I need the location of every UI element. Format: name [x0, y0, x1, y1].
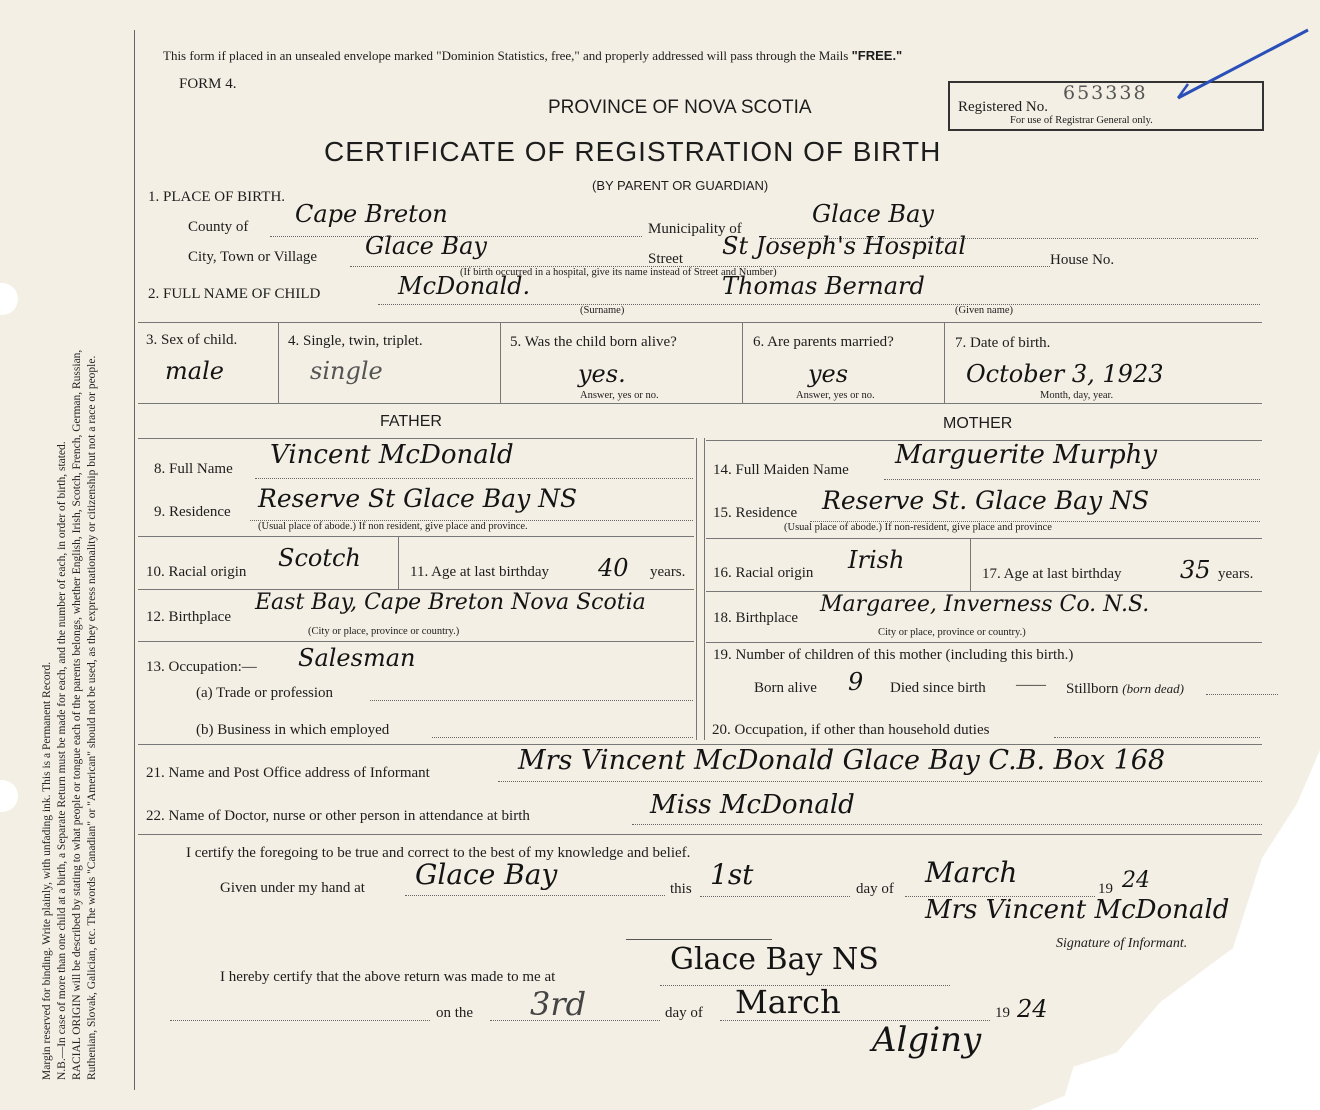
binding-margin-rule [134, 30, 135, 1090]
on-the-label: on the [436, 1005, 474, 1021]
province-heading: PROVINCE OF NOVA SCOTIA [548, 97, 812, 118]
mother-name-line [884, 479, 1260, 480]
parents-married-label: 6. Are parents married? [753, 334, 894, 350]
mother-rule-1 [706, 538, 1262, 539]
reg-day-of-label: day of [665, 1005, 703, 1021]
margin-instructions [40, 30, 132, 1080]
father-birthplace-caption: (City or place, province or country.) [308, 626, 460, 637]
father-birthplace-label: 12. Birthplace [146, 609, 231, 625]
registrar-lead-line [170, 1020, 430, 1021]
given-under-label: Given under my hand at [220, 880, 365, 896]
parents-married-value: yes [808, 360, 849, 388]
mother-children-label: 19. Number of children of this mother (including this birth.) [713, 647, 1074, 663]
punch-hole-bottom [0, 780, 18, 812]
rule-before-certify [138, 834, 1262, 835]
registrar-note: For use of Registrar General only. [1010, 115, 1153, 126]
father-occupation-label: 13. Occupation:— [146, 659, 257, 675]
cell-divider-3 [742, 323, 743, 403]
father-age-years: years. [650, 564, 686, 580]
street-value: St Joseph's Hospital [722, 232, 967, 260]
house-number-label: House No. [1050, 252, 1115, 268]
county-label: County of [188, 219, 249, 235]
sex-value: male [165, 357, 224, 385]
mother-born-alive-label: Born alive [754, 680, 817, 696]
father-trade-line [370, 700, 693, 701]
mother-died-label: Died since birth [890, 680, 986, 696]
signature-caption: Signature of Informant. [1056, 936, 1188, 951]
born-alive-caption: Answer, yes or no. [580, 390, 659, 401]
father-rule-1 [138, 536, 694, 537]
father-business-line [432, 737, 693, 738]
father-mother-divider-right [704, 438, 705, 740]
dob-label: 7. Date of birth. [955, 335, 1051, 351]
registered-number: 653338 [1063, 82, 1148, 104]
mother-racial-value: Irish [848, 546, 905, 574]
blue-check-mark [1170, 28, 1310, 103]
child-given-name: Thomas Bernard [722, 272, 925, 300]
child-name-label: 2. FULL NAME OF CHILD [148, 286, 321, 302]
mother-age-label: 17. Age at last birthday [982, 566, 1122, 582]
mother-birthplace-value: Margaree, Inverness Co. N.S. [820, 592, 1150, 617]
county-value: Cape Breton [295, 200, 448, 228]
father-mother-divider-left [696, 438, 697, 740]
certify-text: I certify the foregoing to be true and correct to the best of my knowledge and belief. [186, 845, 691, 861]
reg-day-value: 3rd [530, 985, 587, 1023]
margin-line-1: Margin reserved for binding. Write plainly, with unfading ink. This is a Permanent Record. [41, 661, 53, 1080]
plurality-label: 4. Single, twin, triplet. [288, 333, 423, 349]
city-value: Glace Bay [365, 232, 487, 260]
mother-age-value: 35 [1180, 556, 1211, 584]
father-racial-label: 10. Racial origin [146, 564, 247, 580]
page-title: CERTIFICATE OF REGISTRATION OF BIRTH [324, 136, 942, 167]
reg-year-value: 24 [1017, 995, 1048, 1023]
doctor-value: Miss McDonald [650, 790, 855, 820]
mail-free-text: "FREE." [851, 48, 903, 63]
child-surname: McDonald. [398, 272, 531, 300]
mother-residence-value: Reserve St. Glace Bay NS [822, 486, 1150, 515]
father-racial-divider [398, 537, 399, 589]
short-divider [626, 939, 772, 940]
rule-after-row3 [138, 403, 1262, 404]
mail-notice [163, 48, 902, 64]
informant-signature: Mrs Vincent McDonald [925, 895, 1230, 925]
registered-label: Registered No. [958, 99, 1048, 115]
this-label: this [670, 881, 692, 897]
year-value: 24 [1122, 868, 1150, 893]
father-trade-label: (a) Trade or profession [196, 685, 334, 701]
margin-line-2: N.B.—In case of more than one child at a birth, a Separate Return must be made for each, and the number of each, in order of birth, stated. [56, 441, 68, 1080]
mother-heading: MOTHER [943, 415, 1013, 432]
given-place-line [405, 895, 665, 896]
year-prefix: 19 [1098, 881, 1113, 897]
father-residence-caption: (Usual place of abode.) If non resident, give place and province. [258, 521, 528, 532]
municipality-label: Municipality of [648, 221, 742, 237]
mother-racial-label: 16. Racial origin [713, 565, 814, 581]
stillborn-line [1206, 694, 1278, 695]
day-value: 1st [710, 858, 754, 891]
given-place-value: Glace Bay [415, 858, 558, 891]
punch-hole-top [0, 283, 18, 315]
month-value: March [925, 856, 1018, 889]
mother-name-label: 14. Full Maiden Name [713, 462, 849, 478]
father-age-value: 40 [598, 554, 629, 582]
father-heading-rule [138, 438, 694, 439]
father-birthplace-value: East Bay, Cape Breton Nova Scotia [255, 590, 646, 615]
place-of-birth-heading: 1. PLACE OF BIRTH. [148, 189, 286, 205]
plurality-value: single [310, 357, 383, 385]
father-racial-value: Scotch [278, 544, 361, 572]
father-occupation-value: Salesman [298, 644, 416, 672]
mother-rule-3 [706, 642, 1262, 643]
margin-line-3: RACIAL ORIGIN will be described by stating to what people or tongue each of the parents belongs, whether English, Irish, Scotch, French, German, Russian, [71, 349, 83, 1080]
informant-line [498, 781, 1262, 782]
doctor-label: 22. Name of Doctor, nurse or other person in attendance at birth [146, 808, 530, 824]
father-name-line [255, 478, 693, 479]
mail-notice-text: This form if placed in an unsealed envelope marked "Dominion Statistics, free," and properly addressed will pass through the Mails [163, 48, 849, 63]
reg-year-prefix: 19 [995, 1005, 1010, 1021]
sex-label: 3. Sex of child. [146, 332, 238, 348]
father-name-value: Vincent McDonald [270, 440, 514, 470]
hospital-note: (If birth occurred in a hospital, give its name instead of Street and Number) [460, 267, 777, 278]
dob-caption: Month, day, year. [1040, 390, 1114, 401]
mother-birthplace-label: 18. Birthplace [713, 610, 798, 626]
father-age-label: 11. Age at last birthday [410, 564, 549, 580]
cell-divider-1 [278, 323, 279, 403]
informant-label: 21. Name and Post Office address of Informant [146, 765, 430, 781]
child-name-line [378, 304, 1260, 305]
reg-day-line [490, 1020, 660, 1021]
mother-racial-divider [970, 539, 971, 591]
stillborn-note: (born dead) [1122, 681, 1185, 696]
father-heading: FATHER [380, 413, 442, 430]
born-alive-value: yes. [578, 360, 626, 388]
day-of-label: day of [856, 881, 894, 897]
informant-value: Mrs Vincent McDonald Glace Bay C.B. Box 168 [518, 745, 1166, 776]
city-label: City, Town or Village [188, 249, 318, 265]
father-name-label: 8. Full Name [154, 461, 233, 477]
given-name-caption: (Given name) [955, 305, 1014, 316]
born-alive-label: 5. Was the child born alive? [510, 334, 677, 350]
mother-birthplace-caption: City or place, province or country.) [878, 627, 1026, 638]
cell-divider-4 [944, 323, 945, 403]
parents-married-caption: Answer, yes or no. [796, 390, 875, 401]
mother-stillborn-label [1066, 681, 1184, 698]
registrar-place: Glace Bay NS [670, 942, 879, 977]
day-line [700, 896, 850, 897]
surname-caption: (Surname) [580, 305, 625, 316]
doctor-line [632, 824, 1262, 825]
page-subtitle: (BY PARENT OR GUARDIAN) [592, 178, 769, 193]
mother-occupation-line [1054, 737, 1260, 738]
mother-born-alive-value: 9 [848, 668, 864, 696]
mother-died-value: —— [1016, 677, 1046, 693]
stillborn-label-text: Stillborn [1066, 681, 1119, 697]
father-rule-3 [138, 641, 694, 642]
torn-corner [1030, 750, 1320, 1110]
mother-name-value: Marguerite Murphy [895, 440, 1158, 470]
dob-value: October 3, 1923 [966, 360, 1164, 388]
father-residence-label: 9. Residence [154, 504, 231, 520]
registrar-signature: Alginy [872, 1020, 982, 1060]
father-residence-value: Reserve St Glace Bay NS [258, 484, 578, 513]
cell-divider-2 [500, 323, 501, 403]
mother-occupation-label: 20. Occupation, if other than household duties [712, 722, 990, 738]
street-label: Street [648, 251, 683, 267]
rule-after-name [138, 322, 1262, 323]
form-number: FORM 4. [179, 76, 237, 92]
registrar-text: I hereby certify that the above return was made to me at [220, 969, 556, 985]
municipality-value: Glace Bay [812, 200, 934, 228]
father-business-label: (b) Business in which employed [196, 722, 390, 738]
margin-line-4: Ruthenian, Slovak, Galician, etc. The words "Canadian" or "American" should not be used, as they express nationality or citizenship but not a race or people. [86, 355, 98, 1080]
mother-age-years: years. [1218, 566, 1254, 582]
mother-residence-label: 15. Residence [713, 505, 798, 521]
mother-residence-caption: (Usual place of abode.) If non-resident, give place and province [784, 522, 1052, 533]
reg-month-value: March [735, 983, 841, 1021]
